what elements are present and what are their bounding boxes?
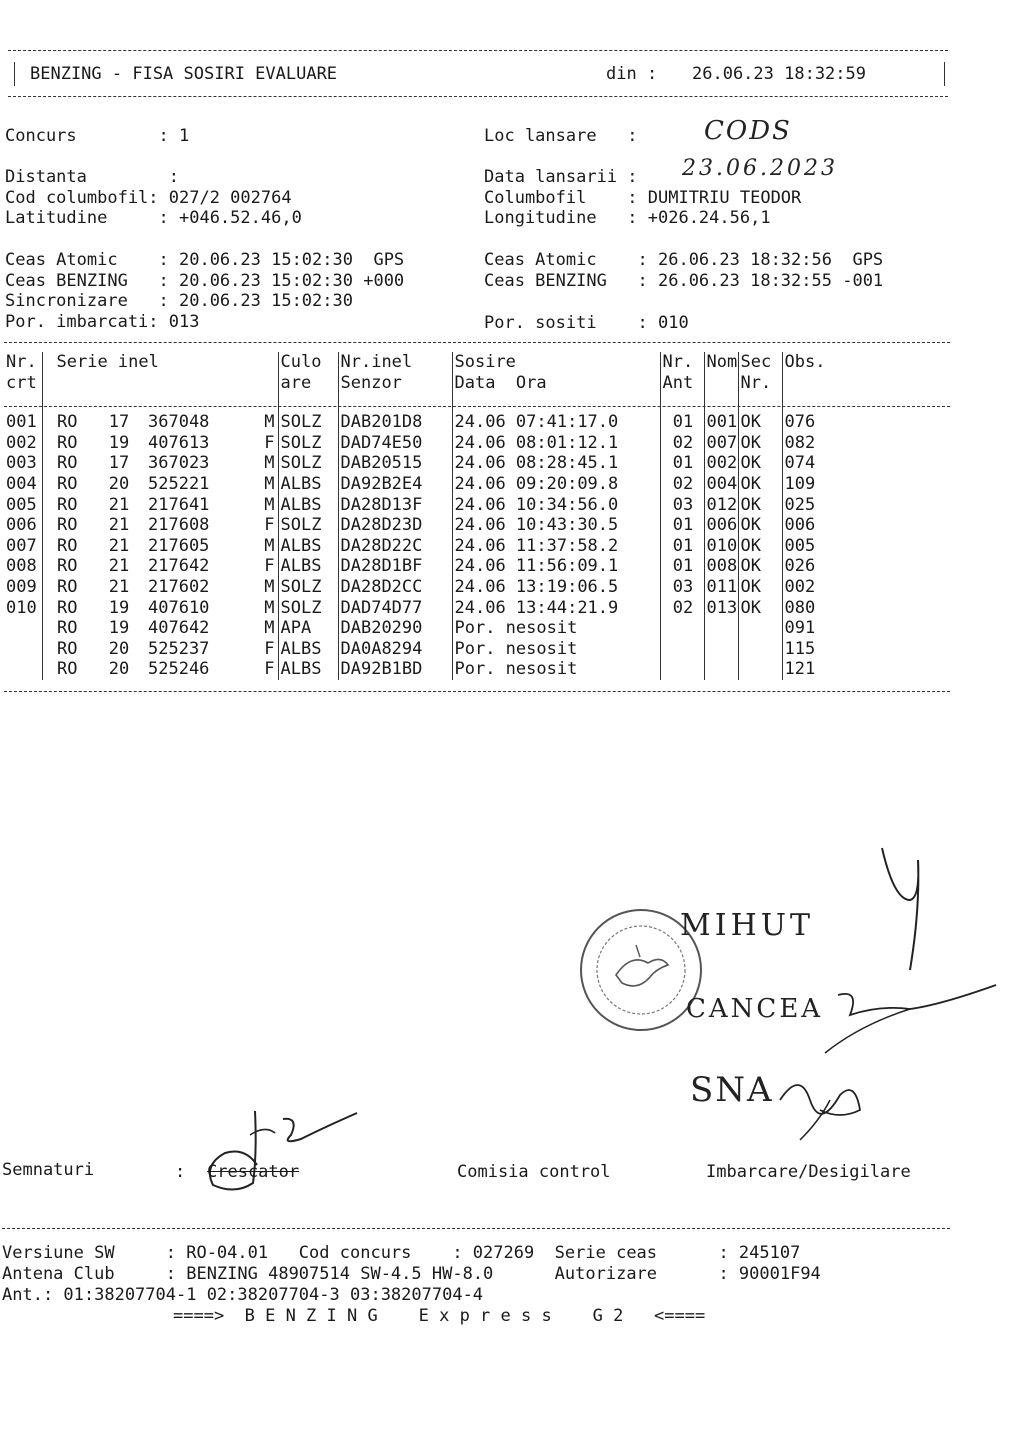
row-antenna: 03 — [660, 577, 704, 598]
row-arrival: 24.06 08:01:12.1 — [452, 433, 660, 454]
row-sex: F — [264, 432, 275, 453]
row-country: RO — [42, 556, 90, 577]
th-culoare: Culo — [278, 352, 338, 373]
row-ring: 217608 — [148, 515, 210, 536]
data-lansarii-line: Data lansarii : — [484, 167, 638, 187]
row-country: RO — [42, 659, 90, 680]
semnaturi-colon: : — [175, 1162, 186, 1182]
row-ring: 525221 — [148, 473, 210, 494]
row-country: RO — [42, 495, 90, 516]
row-sec: OK — [738, 577, 782, 598]
row-year: 21 — [108, 535, 130, 556]
header-din-value: 26.06.23 18:32:59 — [692, 64, 866, 84]
row-obs: 005 — [782, 536, 878, 557]
row-year: 17 — [108, 453, 130, 474]
table-row — [4, 659, 878, 680]
row-sex: F — [264, 659, 275, 680]
th-obs: Obs. — [782, 352, 878, 373]
table-row — [4, 618, 878, 639]
row-nr — [4, 618, 42, 639]
clock-left-1: Ceas Atomic : 20.06.23 15:02:30 GPS — [5, 250, 405, 270]
row-ring: 217642 — [148, 556, 210, 577]
row-country: RO — [42, 474, 90, 495]
row-nr: 005 — [6, 494, 37, 515]
table-top-rule — [4, 342, 950, 343]
row-sex: F — [264, 556, 275, 577]
cod-columbofil-line: Cod columbofil: 027/2 002764 — [5, 188, 292, 208]
row-color: ALBS — [278, 659, 338, 680]
table-row — [4, 412, 878, 433]
row-ring: 367048 — [148, 412, 210, 433]
th-are: are — [278, 373, 338, 394]
row-nom — [704, 618, 738, 639]
row-obs: 025 — [782, 495, 878, 516]
row-year: 19 — [108, 618, 130, 639]
row-arrival: 24.06 13:19:06.5 — [452, 577, 660, 598]
row-sec — [738, 639, 782, 660]
row-color: ALBS — [278, 495, 338, 516]
row-arrival: Por. nesosit — [452, 618, 660, 639]
footer-line-3: Ant.: 01:38207704-1 02:38207704-3 03:38207704-4 — [2, 1285, 484, 1305]
row-nom: 004 — [704, 474, 738, 495]
row-sex: M — [264, 597, 275, 618]
row-ring: 525246 — [148, 659, 210, 680]
row-nom: 006 — [704, 515, 738, 536]
imbarcare-label: Imbarcare/Desigilare — [706, 1162, 911, 1182]
row-sec: OK — [738, 412, 782, 433]
row-sec: OK — [738, 433, 782, 454]
th-obs-2 — [782, 373, 878, 394]
row-country: RO — [42, 453, 90, 474]
row-color: ALBS — [278, 639, 338, 660]
row-obs: 109 — [782, 474, 878, 495]
row-nr: 009 — [6, 576, 37, 597]
row-antenna: 02 — [660, 433, 704, 454]
row-ring: 217605 — [148, 535, 210, 556]
handwritten-sna: SNA — [690, 1070, 774, 1110]
clock-right-4: Por. sositi : 010 — [484, 313, 689, 333]
row-nr: 004 — [6, 473, 37, 494]
row-nr: 008 — [6, 556, 37, 577]
row-sec: OK — [738, 556, 782, 577]
row-obs: 082 — [782, 433, 878, 454]
row-obs: 115 — [782, 639, 878, 660]
row-nr: 006 — [6, 515, 37, 536]
row-country: RO — [42, 433, 90, 454]
row-arrival: 24.06 07:41:17.0 — [452, 412, 660, 433]
row-arrival: 24.06 10:34:56.0 — [452, 495, 660, 516]
row-sensor: DA28D23D — [338, 515, 452, 536]
row-sensor: DAD74E50 — [338, 433, 452, 454]
row-year: 21 — [108, 556, 130, 577]
row-color: ALBS — [278, 536, 338, 557]
row-nom: 007 — [704, 433, 738, 454]
row-color: SOLZ — [278, 433, 338, 454]
row-year: 21 — [108, 494, 130, 515]
clock-right-2: Ceas BENZING : 26.06.23 18:32:55 -001 — [484, 271, 884, 291]
row-year: 17 — [108, 412, 130, 433]
header-top-rule — [8, 50, 948, 51]
row-antenna: 01 — [660, 453, 704, 474]
th-senzor: Senzor — [338, 373, 452, 394]
row-ring: 407610 — [148, 597, 210, 618]
table-header-row-1 — [4, 352, 878, 373]
row-sensor: DAB201D8 — [338, 412, 452, 433]
header-left-bar — [14, 62, 15, 86]
row-antenna: 01 — [660, 515, 704, 536]
row-obs: 080 — [782, 598, 878, 619]
th-nom: Nom — [704, 352, 738, 373]
row-country: RO — [42, 515, 90, 536]
row-country: RO — [42, 536, 90, 557]
clock-left-4: Por. imbarcati: 013 — [5, 312, 200, 332]
row-obs: 076 — [782, 412, 878, 433]
row-sex: M — [264, 618, 275, 639]
row-antenna: 02 — [660, 474, 704, 495]
row-country: RO — [42, 618, 90, 639]
row-sex: F — [264, 638, 275, 659]
row-nr: 010 — [6, 597, 37, 618]
row-color: ALBS — [278, 474, 338, 495]
row-sex: M — [264, 473, 275, 494]
th-crt: crt — [6, 372, 37, 393]
row-antenna: 01 — [660, 556, 704, 577]
row-country: RO — [42, 639, 90, 660]
th-sec: Sec — [738, 352, 782, 373]
row-nr: 007 — [6, 535, 37, 556]
th-ant: Ant — [660, 373, 704, 394]
row-ring: 525237 — [148, 638, 210, 659]
row-arrival: 24.06 11:37:58.2 — [452, 536, 660, 557]
row-sex: M — [264, 535, 275, 556]
row-year: 19 — [108, 432, 130, 453]
header-right-bar — [944, 62, 945, 86]
row-sex: M — [264, 494, 275, 515]
row-sensor: DAB20290 — [338, 618, 452, 639]
row-antenna: 03 — [660, 495, 704, 516]
row-ring: 217641 — [148, 494, 210, 515]
table-row — [4, 495, 878, 516]
row-sec: OK — [738, 453, 782, 474]
footer-rule — [2, 1228, 950, 1229]
row-antenna — [660, 618, 704, 639]
row-antenna: 01 — [660, 536, 704, 557]
table-bottom-rule — [4, 691, 950, 692]
row-year: 19 — [108, 597, 130, 618]
concurs-line: Concurs : 1 — [5, 126, 190, 146]
th-sosire: Sosire — [452, 352, 660, 373]
row-nom: 012 — [704, 495, 738, 516]
row-nom: 013 — [704, 598, 738, 619]
row-arrival: 24.06 09:20:09.8 — [452, 474, 660, 495]
row-sec: OK — [738, 474, 782, 495]
row-sensor: DA28D13F — [338, 495, 452, 516]
table-row — [4, 515, 878, 536]
crescator-label: Crescator — [207, 1162, 300, 1182]
th-serie-inel-2 — [42, 373, 278, 394]
table-row — [4, 639, 878, 660]
row-antenna — [660, 659, 704, 680]
comisia-label: Comisia control — [457, 1162, 611, 1182]
row-arrival: 24.06 10:43:30.5 — [452, 515, 660, 536]
footer-line-4: ====> B E N Z I N G E x p r e s s G 2 <==== — [173, 1306, 706, 1326]
th-nr: Nr. — [6, 352, 37, 372]
row-color: ALBS — [278, 556, 338, 577]
th-serie-inel: Serie inel — [42, 352, 278, 373]
row-nr — [4, 639, 42, 660]
table-row — [4, 453, 878, 474]
table-row — [4, 474, 878, 495]
signature-top-right — [880, 840, 960, 980]
row-country: RO — [42, 598, 90, 619]
row-obs: 026 — [782, 556, 878, 577]
table-row — [4, 577, 878, 598]
th-nr-inel: Nr.inel — [338, 352, 452, 373]
th-nr-ant: Nr. — [660, 352, 704, 373]
loc-lansare-handwritten: CODS — [704, 116, 792, 146]
row-country: RO — [42, 577, 90, 598]
row-ring: 407642 — [148, 618, 210, 639]
row-sex: M — [264, 412, 275, 433]
header-title: BENZING - FISA SOSIRI EVALUARE — [30, 64, 338, 84]
row-sensor: DAD74D77 — [338, 598, 452, 619]
row-year: 21 — [108, 576, 130, 597]
row-color: SOLZ — [278, 412, 338, 433]
loc-lansare-line: Loc lansare : — [484, 126, 638, 146]
data-lansarii-handwritten: 23.06.2023 — [682, 156, 838, 181]
row-sex: M — [264, 453, 275, 474]
row-arrival: Por. nesosit — [452, 659, 660, 680]
row-ring: 217602 — [148, 576, 210, 597]
table-header-row-2 — [4, 373, 878, 394]
row-nr — [4, 659, 42, 680]
row-color: SOLZ — [278, 598, 338, 619]
row-arrival: 24.06 11:56:09.1 — [452, 556, 660, 577]
row-sensor: DA0A8294 — [338, 639, 452, 660]
row-obs: 006 — [782, 515, 878, 536]
row-sec — [738, 618, 782, 639]
row-obs: 121 — [782, 659, 878, 680]
signature-cancea — [820, 985, 1020, 1055]
latitudine-line: Latitudine : +046.52.46,0 — [5, 208, 302, 228]
row-arrival: 24.06 13:44:21.9 — [452, 598, 660, 619]
row-nom: 010 — [704, 536, 738, 557]
row-arrival: 24.06 08:28:45.1 — [452, 453, 660, 474]
semnaturi-label: Semnaturi — [2, 1160, 95, 1180]
row-color: SOLZ — [278, 515, 338, 536]
row-sec: OK — [738, 536, 782, 557]
row-nr: 002 — [6, 432, 37, 453]
row-sec: OK — [738, 495, 782, 516]
row-obs: 091 — [782, 618, 878, 639]
row-sec — [738, 659, 782, 680]
row-sensor: DA92B2E4 — [338, 474, 452, 495]
row-nom: 008 — [704, 556, 738, 577]
row-nr: 001 — [6, 412, 37, 433]
row-year: 20 — [108, 473, 130, 494]
row-sensor: DA28D2CC — [338, 577, 452, 598]
row-sensor: DA92B1BD — [338, 659, 452, 680]
clock-left-3: Sincronizare : 20.06.23 15:02:30 — [5, 291, 353, 311]
row-antenna: 02 — [660, 598, 704, 619]
table-row — [4, 598, 878, 619]
row-nom — [704, 639, 738, 660]
row-year: 21 — [108, 515, 130, 536]
handwritten-cancea: CANCEA — [686, 994, 824, 1024]
row-nr: 003 — [6, 453, 37, 474]
row-nom: 002 — [704, 453, 738, 474]
handwritten-mihut: MIHUT — [680, 908, 815, 943]
row-country: RO — [42, 412, 90, 433]
row-ring: 407613 — [148, 432, 210, 453]
row-sensor: DA28D1BF — [338, 556, 452, 577]
row-year: 20 — [108, 638, 130, 659]
clock-right-1: Ceas Atomic : 26.06.23 18:32:56 GPS — [484, 250, 884, 270]
th-sec-nr: Nr. — [738, 373, 782, 394]
header-din-label: din : — [606, 64, 658, 84]
header-bottom-rule — [8, 96, 948, 97]
longitudine-line: Longitudine : +026.24.56,1 — [484, 208, 771, 228]
th-nom-2 — [704, 373, 738, 394]
footer-line-1: Versiune SW : RO-04.01 Cod concurs : 027269 Serie ceas : 245107 — [2, 1243, 801, 1263]
table-row — [4, 556, 878, 577]
row-obs: 074 — [782, 453, 878, 474]
table-row — [4, 536, 878, 557]
arrivals-table — [4, 352, 878, 680]
row-nom — [704, 659, 738, 680]
footer-line-2: Antena Club : BENZING 48907514 SW-4.5 HW-8.0 Autorizare : 90001F94 — [2, 1264, 821, 1284]
row-color: APA — [278, 618, 338, 639]
row-color: SOLZ — [278, 577, 338, 598]
row-sensor: DAB20515 — [338, 453, 452, 474]
columbofil-line: Columbofil : DUMITRIU TEODOR — [484, 188, 802, 208]
signature-crescator — [195, 1105, 365, 1215]
row-sec: OK — [738, 515, 782, 536]
row-nom: 011 — [704, 577, 738, 598]
row-sex: F — [264, 515, 275, 536]
clock-left-2: Ceas BENZING : 20.06.23 15:02:30 +000 — [5, 271, 405, 291]
row-sec: OK — [738, 598, 782, 619]
th-data-ora: Data Ora — [452, 373, 660, 394]
row-year: 20 — [108, 659, 130, 680]
table-row — [4, 433, 878, 454]
row-sex: M — [264, 576, 275, 597]
row-color: SOLZ — [278, 453, 338, 474]
row-nom: 001 — [704, 412, 738, 433]
row-obs: 002 — [782, 577, 878, 598]
row-ring: 367023 — [148, 453, 210, 474]
signature-sna — [770, 1060, 890, 1150]
row-antenna — [660, 639, 704, 660]
row-antenna: 01 — [660, 412, 704, 433]
row-arrival: Por. nesosit — [452, 639, 660, 660]
distanta-line: Distanta : — [5, 167, 179, 187]
row-sensor: DA28D22C — [338, 536, 452, 557]
